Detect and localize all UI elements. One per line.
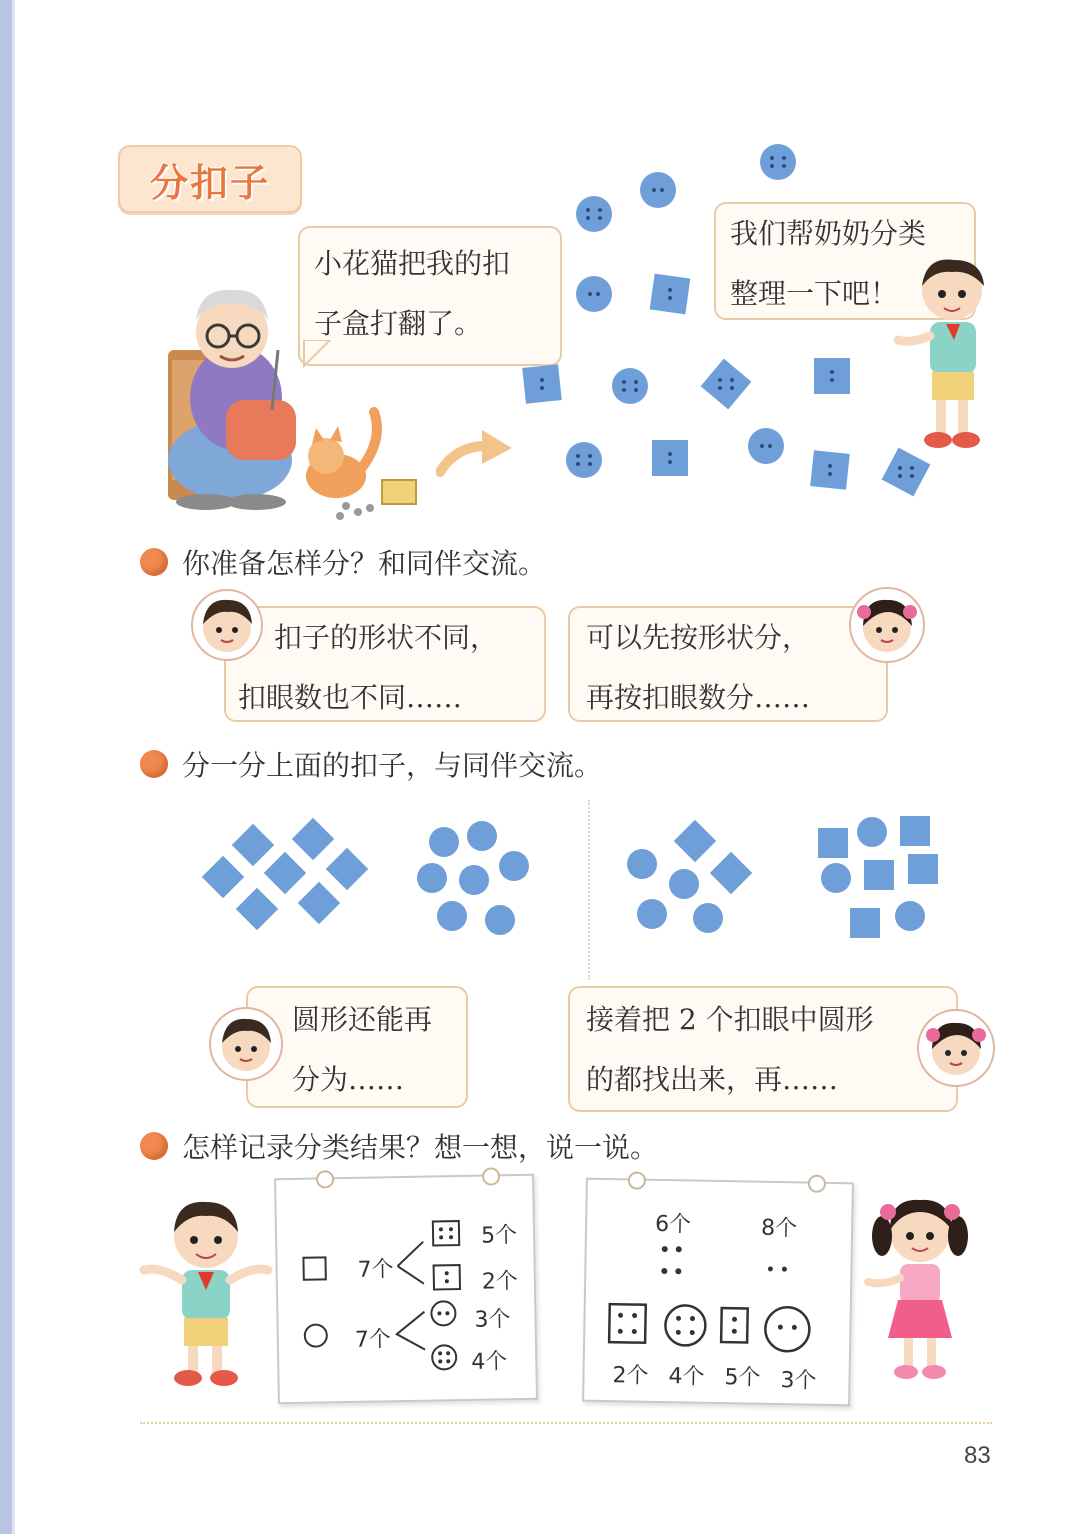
bubble-line: 扣眼数也不同…… — [238, 681, 463, 714]
button-square — [701, 359, 752, 410]
two-hole-button-group — [627, 820, 752, 933]
footer-divider — [140, 1422, 992, 1424]
square-button-group — [202, 818, 368, 930]
button-round — [760, 144, 796, 180]
square-symbol-icon — [303, 1257, 325, 1279]
page-edge-shadow — [12, 0, 15, 1534]
page-number: 83 — [964, 1442, 991, 1469]
button-round — [748, 428, 784, 464]
bubble-line: 分为…… — [292, 1063, 405, 1096]
lesson-title: 分扣子 — [149, 160, 270, 205]
circle-4holes-icon — [665, 1305, 706, 1346]
count-label: 5个 — [724, 1365, 761, 1391]
bubble-line: 小花猫把我的扣 — [314, 247, 511, 280]
orange-bullet-icon — [140, 1132, 168, 1160]
round-button-group — [417, 821, 529, 935]
bubble-line: 扣子的形状不同， — [274, 621, 499, 654]
question-text: 分一分上面的扣子，与同伴交流。 — [182, 749, 603, 782]
bubble-line: 接着把 2 个扣眼中圆形 — [586, 1003, 874, 1036]
grouped-buttons-shape — [190, 812, 550, 942]
square-2holes-count: 2个 — [481, 1269, 519, 1295]
grandma-knitting-illustration — [160, 280, 440, 520]
bubble-line: 的都找出来，再…… — [586, 1063, 839, 1096]
count-label: 4个 — [668, 1364, 705, 1390]
boy-illustration-top — [890, 256, 1000, 452]
square-4holes-icon — [609, 1304, 646, 1343]
boy-discussion-bubble — [224, 606, 546, 722]
square-2holes-icon — [434, 1265, 460, 1289]
button-round — [612, 368, 648, 404]
orange-bullet-icon — [140, 548, 168, 576]
girl-illustration-bottom — [860, 1190, 980, 1386]
circle-4holes-count: 4个 — [471, 1349, 508, 1375]
girl-discussion-bubble — [568, 606, 888, 722]
circle-symbol-icon — [305, 1324, 327, 1346]
grouped-buttons-holes — [610, 812, 950, 942]
bubble-line: 整理一下吧！ — [730, 277, 899, 310]
bubble-line: 再按扣眼数分…… — [586, 681, 811, 714]
square-total-count: 7个 — [357, 1257, 394, 1283]
square-4holes-count: 5个 — [480, 1223, 518, 1249]
question-text: 怎样记录分类结果？想一想，说一说。 — [182, 1131, 659, 1164]
button-square — [650, 274, 691, 315]
circle-2holes-count: 3个 — [474, 1307, 511, 1333]
button-round — [640, 172, 676, 208]
bubble-line: 子盒打翻了。 — [314, 307, 483, 340]
two-holes-total-count: 6个 — [654, 1211, 692, 1238]
four-holes-total-count: 8个 — [760, 1215, 798, 1242]
four-hole-button-group — [818, 816, 938, 938]
lesson-title-tag — [118, 145, 302, 213]
circle-4holes-icon — [432, 1345, 456, 1369]
button-square — [882, 448, 931, 497]
boy-illustration-bottom — [136, 1196, 276, 1392]
button-round — [576, 276, 612, 312]
circle-2holes-icon — [765, 1307, 810, 1352]
circle-total-count: 7个 — [354, 1327, 392, 1353]
button-round — [576, 196, 612, 232]
page-edge — [0, 0, 12, 1534]
question-1 — [140, 542, 546, 582]
square-4holes-icon — [433, 1221, 459, 1245]
count-label: 2个 — [612, 1363, 649, 1389]
question-3 — [140, 1126, 658, 1166]
orange-bullet-icon — [140, 750, 168, 778]
bubble-line: 我们帮奶奶分类 — [730, 217, 927, 250]
question-text: 你准备怎样分？和同伴交流。 — [182, 547, 547, 580]
button-square — [814, 358, 850, 394]
button-square — [810, 450, 850, 490]
circle-2holes-icon — [431, 1301, 455, 1325]
record-note-right — [582, 1178, 854, 1407]
question-2 — [140, 744, 602, 784]
bubble-line: 圆形还能再 — [292, 1003, 433, 1036]
girl-face-avatar — [848, 586, 926, 664]
boy-face-avatar — [190, 588, 264, 662]
button-square — [522, 364, 562, 404]
bubble-line: 可以先按形状分， — [586, 621, 811, 654]
boy-face-avatar — [208, 1006, 284, 1082]
record-note-left — [274, 1174, 538, 1405]
square-2holes-icon — [721, 1308, 748, 1342]
girl-face-avatar — [916, 1008, 996, 1088]
girl-hint-bubble — [568, 986, 958, 1112]
count-label: 3个 — [780, 1368, 817, 1394]
group-divider — [588, 800, 590, 980]
button-round — [566, 442, 602, 478]
button-square — [652, 440, 688, 476]
